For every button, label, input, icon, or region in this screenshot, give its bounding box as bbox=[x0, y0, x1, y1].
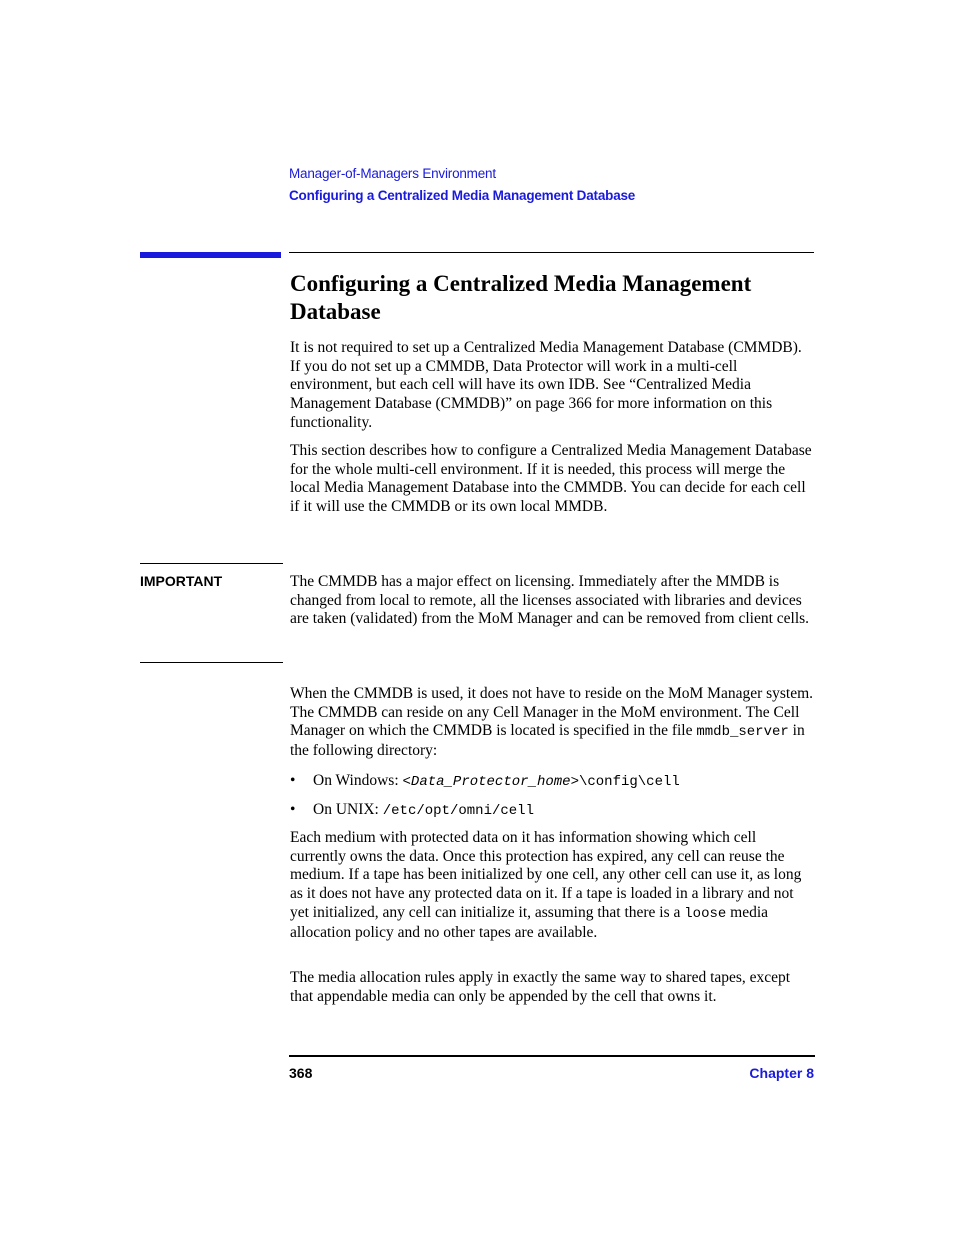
footer-rule bbox=[289, 1055, 815, 1057]
section-accent-bar bbox=[140, 252, 281, 258]
windows-path: >\config\cell bbox=[570, 774, 680, 790]
breadcrumb-chapter[interactable]: Manager-of-Managers Environment bbox=[289, 166, 496, 181]
loose-policy-code: loose bbox=[684, 905, 727, 922]
intro-paragraph: It is not required to set up a Centralized Media Management Database (CMMDB). If you do not set up a CMMDB, Data Protector will work in a multi-cell environment, but each cell will have its own IDB. See “Centralized Media Management Database (CMMDB)” on page 366 for more information on this functionality. bbox=[290, 339, 802, 431]
important-top-rule bbox=[140, 563, 283, 564]
windows-lt: < bbox=[402, 774, 411, 790]
description-paragraph: This section describes how to configure a Centralized Media Management Database for the whole multi-cell environment. If it is needed, this process will merge the local Media Management Database into the CMMDB. You can decide for each cell if it will use the CMMDB or its own local MMDB. bbox=[290, 442, 812, 516]
bullet-icon: • bbox=[290, 772, 296, 789]
important-bottom-rule bbox=[140, 662, 283, 663]
breadcrumb-section[interactable]: Configuring a Centralized Media Management Database bbox=[289, 188, 636, 203]
bullet-icon: • bbox=[290, 800, 296, 818]
important-note-text: The CMMDB has a major effect on licensing. Immediately after the MMDB is changed from local to remote, all the licenses associated with libraries and devices are taken (validated) from the MoM Manager and can be removed from client cells. bbox=[290, 573, 810, 628]
allocation-rules-paragraph: The media allocation rules apply in exactly the same way to shared tapes, except that appendable media can only be appended by the cell that owns it. bbox=[290, 969, 791, 1005]
para3-text-before: When the CMMDB is used, it does not have to reside on the MoM Manager system. The CMMDB can reside on any Cell Manager in the MoM environment. The Cell Manager on which the CMMDB is located is specified in the file bbox=[290, 685, 814, 740]
list-item-unix bbox=[290, 801, 815, 821]
list-item-windows bbox=[290, 772, 815, 792]
media-ownership-paragraph bbox=[290, 829, 815, 942]
para4-text-before: Each medium with protected data on it has information showing which cell currently owns the data. Once this protection has expired, any cell can reuse the medium. If a tape has been initialized by one cell, any other cell can use it, as long as it does not have any protected data on it. If a tape is loaded in a library and not yet initialized, any cell can initialize it, assuming that there is a bbox=[290, 829, 802, 921]
unix-path: /etc/opt/omni/cell bbox=[382, 802, 534, 819]
windows-home-variable: Data_Protector_home bbox=[410, 774, 571, 790]
para3-text-after: in the following directory: bbox=[290, 722, 805, 760]
mmdb-server-filename: mmdb_server bbox=[696, 724, 789, 741]
section-title: Configuring a Centralized Media Management Database bbox=[290, 271, 752, 324]
cmmdb-location-paragraph bbox=[290, 685, 815, 761]
windows-label: On Windows: bbox=[313, 772, 403, 789]
unix-label: On UNIX: bbox=[313, 800, 383, 818]
chapter-link[interactable]: Chapter 8 bbox=[749, 1065, 814, 1081]
directory-list bbox=[290, 772, 815, 829]
important-label: IMPORTANT bbox=[140, 573, 223, 589]
section-top-rule bbox=[289, 252, 814, 253]
para4-text-after: media allocation policy and no other tapes are available. bbox=[290, 903, 769, 941]
page-number: 368 bbox=[289, 1065, 313, 1081]
